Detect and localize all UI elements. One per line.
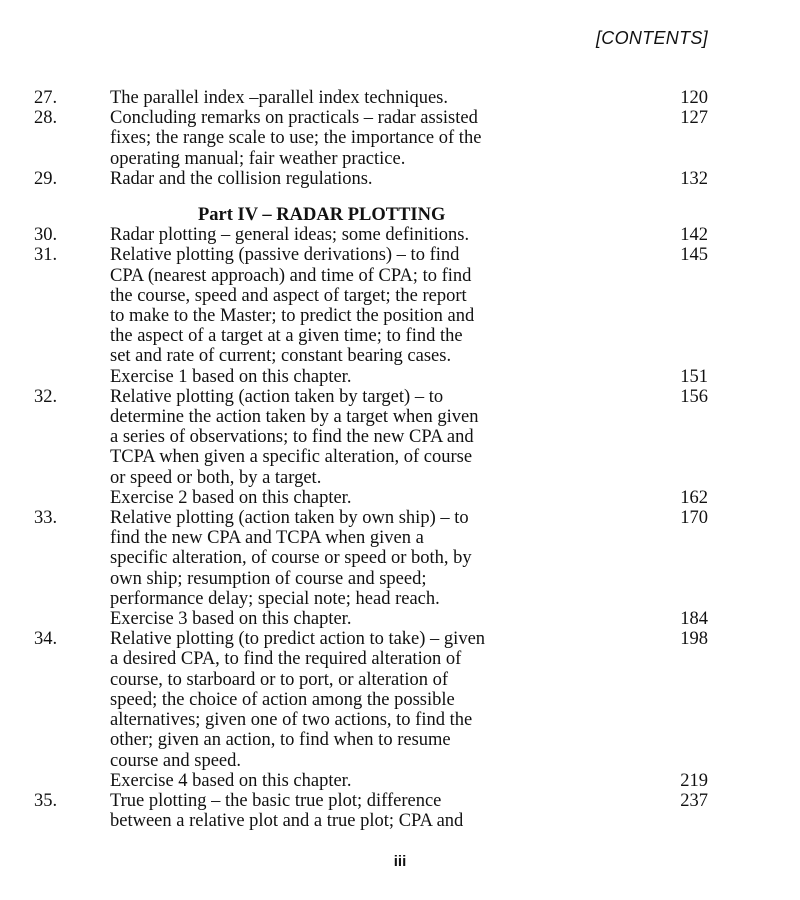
toc-entry-description — [110, 108, 620, 169]
toc-entry — [0, 88, 800, 108]
toc-entry — [0, 629, 800, 770]
toc-entry-line: CPA (nearest approach) and time of CPA; to find — [110, 265, 472, 286]
toc-entry-line: course, to starboard or to port, or alteration of — [110, 669, 449, 690]
toc-entry-description — [110, 629, 620, 770]
toc-entry-description — [110, 791, 620, 831]
toc-entry — [0, 108, 800, 169]
toc-entry-number: 33. — [34, 508, 58, 529]
toc-entry-line: Relative plotting (action taken by own ship) – to — [110, 508, 469, 529]
toc-entry-number: 29. — [34, 168, 58, 189]
toc-entry-line: other; given an action, to find when to resume — [110, 730, 451, 751]
toc-entry-line: find the new CPA and TCPA when given a — [110, 528, 424, 549]
toc-entry-description — [110, 88, 620, 108]
table-of-contents — [0, 88, 800, 831]
toc-entry — [0, 245, 800, 366]
toc-entry-description — [110, 609, 620, 629]
toc-entry-number: 32. — [34, 386, 58, 407]
toc-entry-number: 31. — [34, 245, 58, 266]
toc-entry-line: Relative plotting (to predict action to take) – given — [110, 629, 486, 650]
toc-entry-line: TCPA when given a specific alteration, of course — [110, 447, 473, 468]
toc-entry-line: a desired CPA, to find the required alteration of — [110, 649, 462, 670]
toc-entry-line: operating manual; fair weather practice. — [110, 148, 406, 169]
toc-entry-number: 30. — [34, 225, 58, 246]
toc-entry-description — [110, 169, 620, 189]
toc-entry — [0, 225, 800, 245]
toc-entry-line: Relative plotting (action taken by target) – to — [110, 386, 444, 407]
toc-entry-line: determine the action taken by a target when given — [110, 407, 479, 428]
toc-entry — [0, 169, 800, 189]
toc-entry-description — [110, 367, 620, 387]
toc-entry-page: 151 — [680, 366, 708, 387]
toc-entry-page: 184 — [680, 609, 708, 630]
toc-entry-number: 28. — [34, 108, 58, 129]
toc-exercise-entry — [0, 771, 800, 791]
toc-entry-description — [110, 771, 620, 791]
toc-entry-page: 156 — [680, 386, 708, 407]
toc-entry-description — [110, 225, 620, 245]
toc-entry-line: course and speed. — [110, 750, 241, 771]
toc-entry — [0, 508, 800, 609]
toc-entry-description — [110, 488, 620, 508]
toc-entry — [0, 387, 800, 488]
toc-entry-number: 34. — [34, 629, 58, 650]
toc-entry-description — [110, 387, 620, 488]
toc-entry-number: 27. — [34, 88, 58, 108]
toc-entry-line: specific alteration, of course or speed or both, by — [110, 548, 472, 569]
toc-entry-page: 237 — [680, 790, 708, 811]
toc-entry-line: a series of observations; to find the new CPA and — [110, 427, 474, 448]
toc-group-part-iii — [0, 88, 800, 189]
toc-exercise-entry — [0, 609, 800, 629]
toc-entry-page: 162 — [680, 487, 708, 508]
toc-entry-line: the aspect of a target at a given time; to find the — [110, 326, 463, 347]
toc-entry-description — [110, 245, 620, 366]
toc-entry-line: own ship; resumption of course and speed; — [110, 568, 427, 589]
toc-entry-line: Exercise 3 based on this chapter. — [110, 609, 352, 630]
toc-entry-page: 120 — [680, 88, 708, 108]
toc-entry-line: to make to the Master; to predict the position and — [110, 306, 475, 327]
toc-exercise-entry — [0, 488, 800, 508]
toc-entry-page: 145 — [680, 245, 708, 266]
toc-entry-number: 35. — [34, 790, 58, 811]
toc-entry-line: The parallel index –parallel index techniques. — [110, 88, 449, 108]
toc-entry-line: Exercise 2 based on this chapter. — [110, 487, 352, 508]
toc-exercise-entry — [0, 367, 800, 387]
toc-entry-line: Radar and the collision regulations. — [110, 168, 373, 189]
toc-entry-description — [110, 508, 620, 609]
toc-entry-line: between a relative plot and a true plot; CPA and — [110, 811, 464, 832]
toc-entry-line: or speed or both, by a target. — [110, 467, 322, 488]
page-header: [CONTENTS] — [595, 28, 708, 48]
toc-entry-page: 142 — [680, 225, 708, 246]
toc-entry-line: set and rate of current; constant bearing cases. — [110, 346, 452, 367]
toc-entry-line: the course, speed and aspect of target; the report — [110, 285, 467, 306]
toc-entry-line: Radar plotting – general ideas; some definitions. — [110, 225, 470, 246]
toc-group-part-iv — [0, 225, 800, 831]
page-number: iii — [393, 853, 407, 870]
toc-entry-page: 132 — [680, 168, 708, 189]
toc-entry-page: 198 — [680, 629, 708, 650]
toc-entry-line: Concluding remarks on practicals – radar assisted — [110, 108, 478, 129]
toc-entry-line: Exercise 1 based on this chapter. — [110, 366, 352, 387]
toc-entry-page: 170 — [680, 508, 708, 529]
toc-entry-line: performance delay; special note; head reach. — [110, 588, 440, 609]
toc-entry-page: 127 — [680, 108, 708, 129]
toc-entry-line: alternatives; given one of two actions, to find the — [110, 710, 473, 731]
toc-entry-line: True plotting – the basic true plot; difference — [110, 790, 442, 811]
toc-entry-line: speed; the choice of action among the possible — [110, 689, 455, 710]
toc-entry-page: 219 — [680, 770, 708, 791]
toc-entry-line: Exercise 4 based on this chapter. — [110, 770, 352, 791]
toc-entry-line: fixes; the range scale to use; the importance of the — [110, 128, 482, 149]
part-heading: Part IV – RADAR PLOTTING — [198, 205, 446, 226]
toc-entry — [0, 791, 800, 831]
toc-entry-line: Relative plotting (passive derivations) – to find — [110, 245, 460, 266]
